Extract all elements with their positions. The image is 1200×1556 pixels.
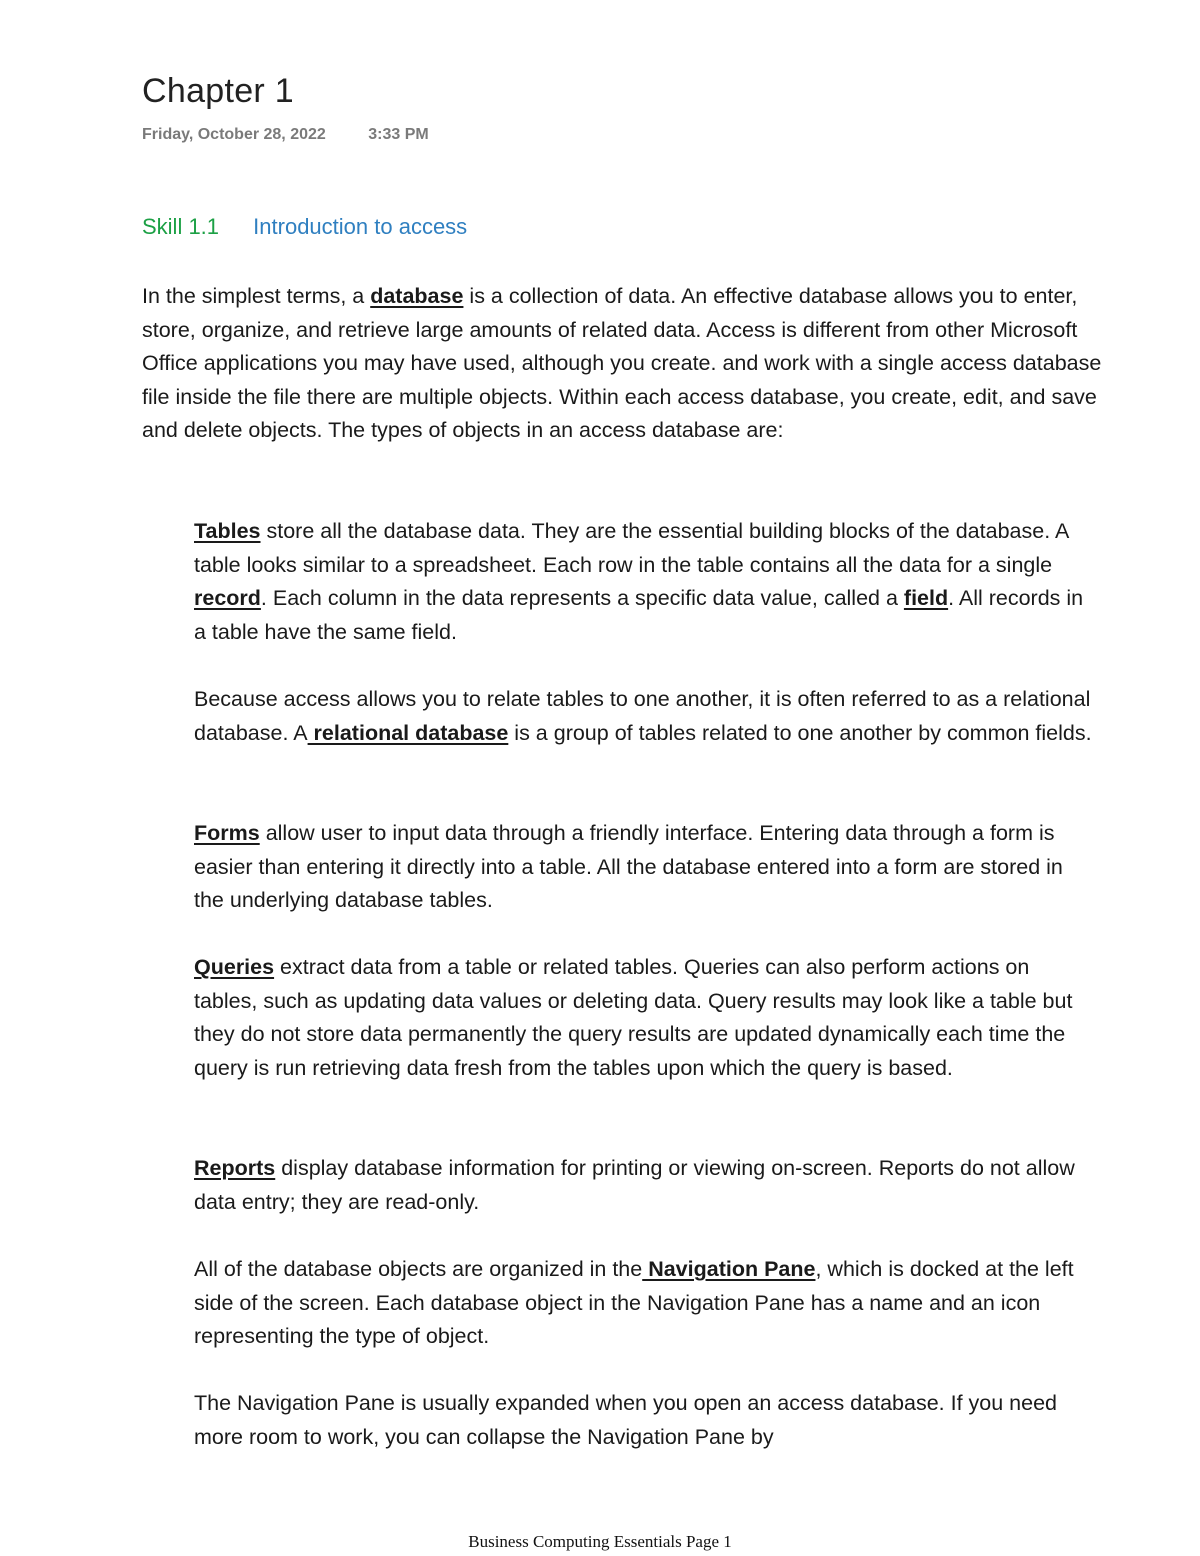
term-navigation-pane: Navigation Pane xyxy=(642,1257,816,1281)
term-queries: Queries xyxy=(194,955,275,979)
forms-text: allow user to input data through a friendly interface. Entering data through a form is easier than entering it directly into a table. All the database entered into a form are stored in the underlying database tables. xyxy=(194,821,1063,913)
term-tables: Tables xyxy=(194,519,261,543)
page-footer: Business Computing Essentials Page 1 xyxy=(468,1532,732,1551)
section-heading xyxy=(142,214,467,240)
term-database: database xyxy=(370,284,464,308)
queries-text: extract data from a table or related tables. Queries can also perform actions on tables, such as updating data values or deleting data. Query results may look like a table but they do not store data permanently the query results are updated dynamically each time the query is run retrieving data fresh from the tables upon which the query is based. xyxy=(194,955,1073,1080)
tables-text-2: . Each column in the data represents a specific data value, called a xyxy=(260,586,904,611)
page-meta xyxy=(142,126,429,144)
forms-paragraph xyxy=(194,817,1094,918)
reports-text: display database information for printing or viewing on-screen. Reports do not allow data entry; they are read-only. xyxy=(194,1156,1075,1214)
relational-text-after: is a group of tables related to one another by common fields. xyxy=(508,720,1092,745)
tables-text-3: . All records in a table have the same field. xyxy=(194,586,1084,644)
queries-paragraph xyxy=(194,951,1094,1085)
term-relational-database: relational database xyxy=(307,720,509,745)
page-date: Friday, October 28, 2022 xyxy=(142,126,326,143)
page-title: Chapter 1 xyxy=(142,72,295,110)
term-reports: Reports xyxy=(194,1156,276,1180)
term-forms: Forms xyxy=(194,821,260,845)
relational-paragraph xyxy=(194,683,1094,750)
term-record: record xyxy=(194,586,261,611)
section-title: Introduction to access xyxy=(253,214,468,239)
page-time: 3:33 PM xyxy=(368,126,429,143)
intro-paragraph xyxy=(142,280,1102,448)
navigation-text-after: , which is docked at the left side of the screen. Each database object in the Navigation Pane has a name and an icon representing the type of object. xyxy=(194,1257,1074,1349)
navigation-text-before: All of the database objects are organized in the xyxy=(194,1257,643,1281)
tables-text-1: store all the database data. They are the essential building blocks of the database. A table looks similar to a spreadsheet. Each row in the table contains all the data for a single xyxy=(194,519,1069,577)
intro-text-before: In the simplest terms, a xyxy=(142,284,371,308)
navigation-expand-paragraph: The Navigation Pane is usually expanded when you open an access database. If you need more room to work, you can collapse the Navigation Pane by xyxy=(194,1391,1057,1449)
tables-paragraph xyxy=(194,515,1094,649)
navigation-paragraph xyxy=(194,1253,1094,1354)
intro-text-after: is a collection of data. An effective database allows you to enter, store, organize, and retrieve large amounts of related data. Access is different from other Microsoft Office applications you may have used, although you create. and work with a single access database file inside the file there are multiple objects. Within each access database, you create, edit, and save and delete objects. The types of objects in an access database are: xyxy=(142,284,1102,443)
reports-paragraph xyxy=(194,1152,1094,1219)
section-number: Skill 1.1 xyxy=(142,214,220,239)
term-field: field xyxy=(903,586,949,611)
relational-text-before: Because access allows you to relate tables to one another, it is often referred to as a relational database. A xyxy=(194,687,1091,745)
